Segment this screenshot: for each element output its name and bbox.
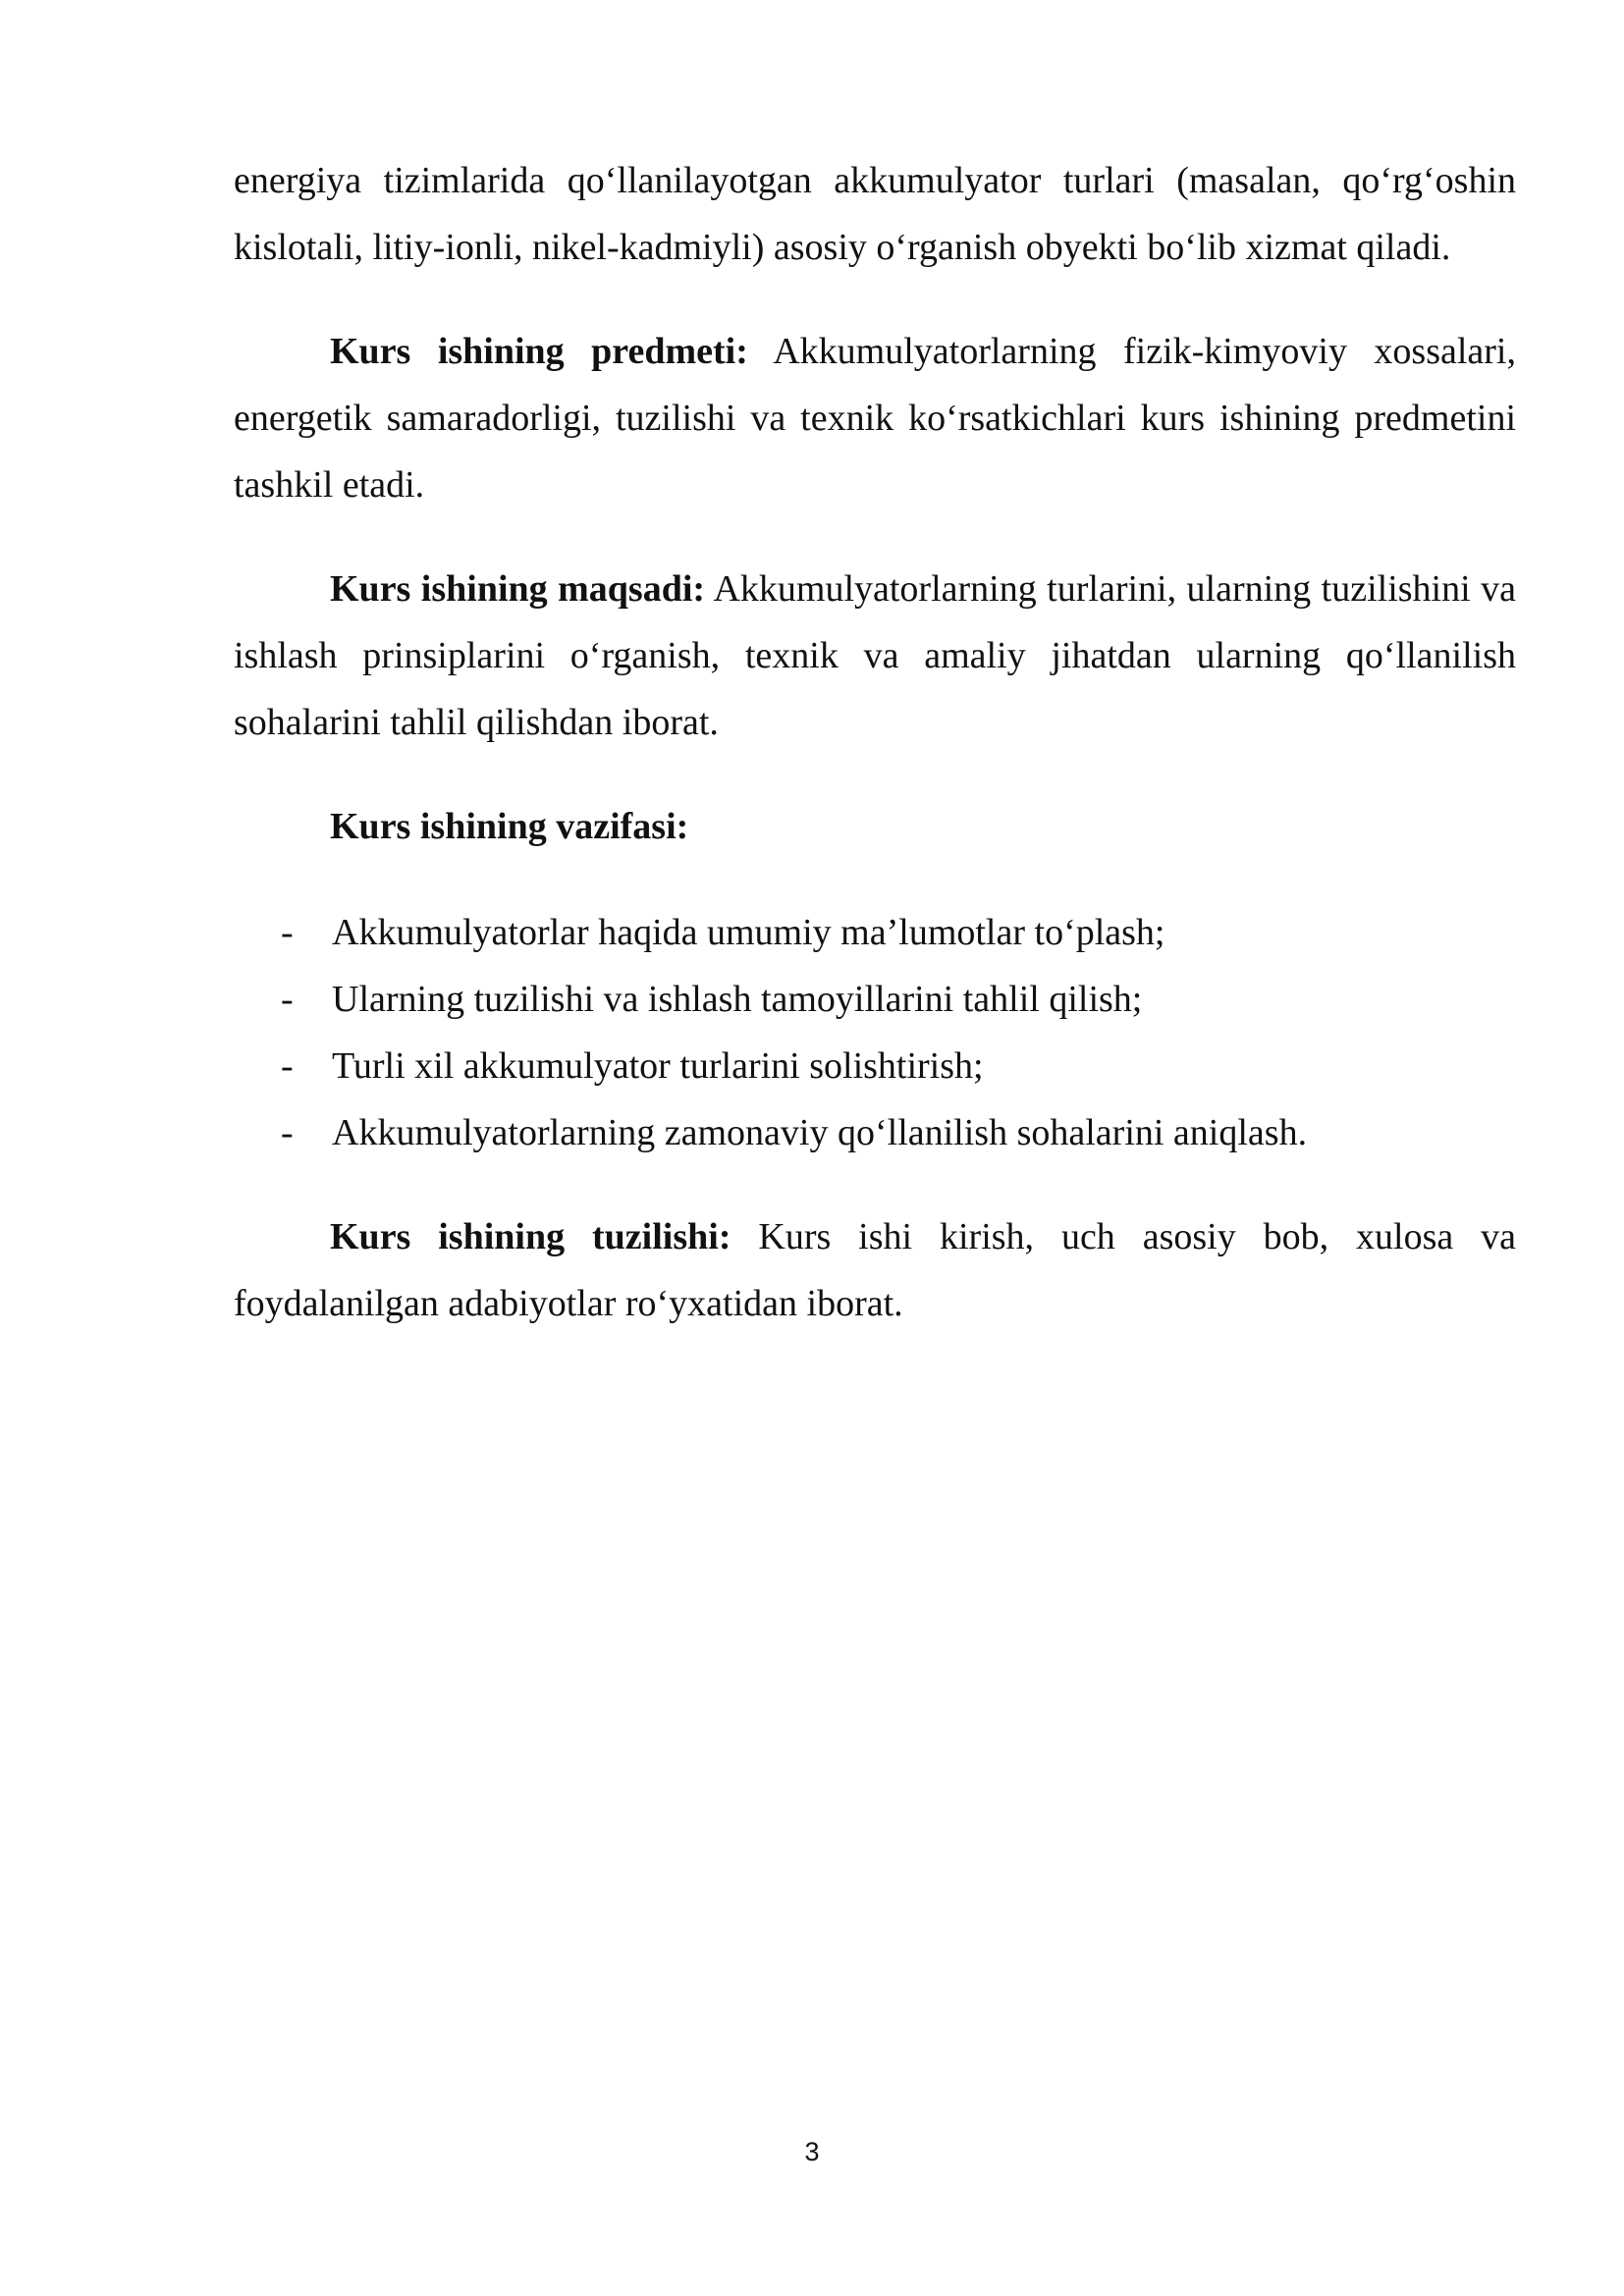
tuzilish-label: Kurs ishining tuzilishi: xyxy=(330,1216,731,1257)
list-bullet: - xyxy=(281,979,294,1020)
list-bullet: - xyxy=(281,912,294,953)
list-item xyxy=(234,1033,1516,1099)
vazifa-heading: Kurs ishining vazifasi: xyxy=(330,806,689,847)
list-item-text: Ularning tuzilishi va ishlash tamoyillarini tahlil qilish; xyxy=(332,979,1143,1020)
page-number: 3 xyxy=(804,2137,820,2166)
tuzilish-text: Kurs ishi kirish, uch asosiy bob, xulosa va foydalanilgan adabiyotlar ro‘yxatidan iborat. xyxy=(234,1216,1516,1324)
list-item xyxy=(234,966,1516,1033)
predmet-text: Akkumulyatorlarning fizik-kimyoviy xossalari, energetik samaradorligi, tuzilishi va texnik ko‘rsatkichlari kurs ishining predmetini tashkil etadi. xyxy=(234,331,1516,506)
list-bullet: - xyxy=(281,1112,294,1153)
list-item-text: Akkumulyatorlar haqida umumiy ma’lumotlar to‘plash; xyxy=(332,912,1165,953)
list-bullet: - xyxy=(281,1045,294,1087)
intro-paragraph: energiya tizimlarida qo‘llanilayotgan akkumulyator turlari (masalan, qo‘rg‘oshin kislotali, litiy-ionli, nikel-kadmiyli) asosiy o‘rganish obyekti bo‘lib xizmat qiladi. xyxy=(234,160,1516,268)
list-item xyxy=(234,1099,1516,1166)
document-page xyxy=(234,147,1516,1337)
maqsad-text: Akkumulyatorlarning turlarini, ularning tuzilishini va ishlash prinsiplarini o‘rganish, texnik va amaliy jihatdan ularning qo‘llanilish sohalarini tahlil qilishdan iborat. xyxy=(234,568,1516,743)
predmet-label: Kurs ishining predmeti: xyxy=(330,331,748,372)
vazifa-list xyxy=(234,899,1516,1166)
maqsad-label: Kurs ishining maqsadi: xyxy=(330,568,706,610)
list-item-text: Akkumulyatorlarning zamonaviy qo‘llanilish sohalarini aniqlash. xyxy=(332,1112,1308,1153)
list-item-text: Turli xil akkumulyator turlarini solishtirish; xyxy=(332,1045,984,1087)
tuzilish-paragraph xyxy=(234,1203,1516,1337)
maqsad-paragraph xyxy=(234,556,1516,756)
predmet-paragraph xyxy=(234,318,1516,518)
list-item xyxy=(234,899,1516,966)
